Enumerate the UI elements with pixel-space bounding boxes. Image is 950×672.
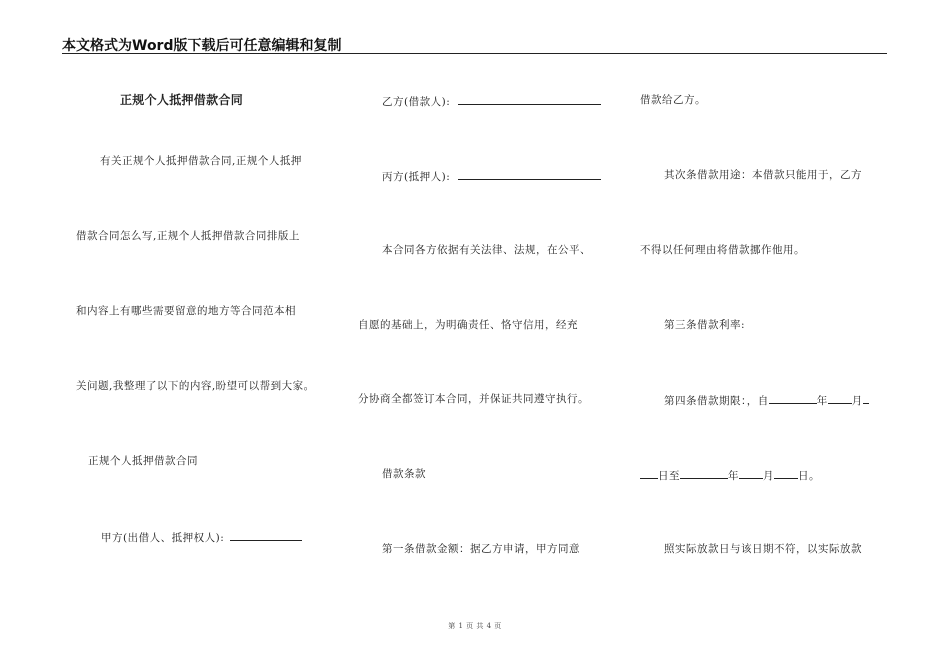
intro-line-3: 和内容上有哪些需要留意的地方等合同范本相 bbox=[76, 305, 296, 317]
end-month-blank bbox=[739, 467, 763, 479]
start-day-blank bbox=[863, 392, 869, 404]
col3-line-1: 借款给乙方。 bbox=[640, 94, 706, 106]
party-c-line bbox=[382, 168, 601, 184]
party-a-line bbox=[101, 529, 302, 545]
term-end-line bbox=[640, 467, 820, 483]
start-month-blank bbox=[828, 392, 852, 404]
end-day-prefix-blank bbox=[640, 467, 658, 479]
intro-line-2: 借款合同怎么写,正规个人抵押借款合同排版上 bbox=[76, 230, 300, 242]
body-line-3: 分协商全都签订本合同，并保证共同遵守执行。 bbox=[358, 393, 589, 405]
start-year-blank bbox=[769, 392, 817, 404]
year-label: 年 bbox=[816, 395, 828, 407]
header-divider bbox=[62, 53, 887, 54]
body-line-1: 本合同各方依据有关法律、法规，在公平、 bbox=[382, 244, 591, 256]
article-4-label: 第四条借款期限：，自 bbox=[664, 395, 769, 407]
article-2-line: 其次条借款用途：本借款只能用于，乙方 bbox=[664, 169, 862, 181]
page-number-footer: 第 1 页 共 4 页 bbox=[448, 622, 502, 630]
party-a-label: 甲方(出借人、抵押权人): bbox=[101, 532, 225, 544]
article-4-line bbox=[664, 392, 869, 408]
party-b-line bbox=[382, 93, 601, 109]
document-header-title: 本文格式为Word版下载后可任意编辑和复制 bbox=[62, 38, 342, 54]
party-b-blank bbox=[458, 93, 601, 105]
body-line-2: 自愿的基础上，为明确责任、恪守信用，经充 bbox=[358, 319, 578, 331]
party-c-blank bbox=[458, 168, 601, 180]
end-day-blank bbox=[774, 467, 798, 479]
party-a-blank bbox=[230, 529, 302, 541]
party-c-label: 丙方(抵押人): bbox=[382, 171, 451, 183]
intro-line-1: 有关正规个人抵押借款合同,正规个人抵押 bbox=[100, 155, 302, 167]
intro-line-4: 关问题,我整理了以下的内容,盼望可以帮到大家。 bbox=[76, 380, 315, 392]
col3-line-3: 不得以任何理由将借款挪作他用。 bbox=[640, 244, 805, 256]
day-label: 日。 bbox=[798, 470, 820, 482]
end-year-blank bbox=[680, 467, 728, 479]
article-3-line: 第三条借款利率: bbox=[664, 319, 746, 331]
month-label: 月 bbox=[851, 395, 863, 407]
month-label-2: 月 bbox=[763, 470, 774, 482]
year-label-2: 年 bbox=[728, 470, 739, 482]
until-label: 日至 bbox=[658, 470, 680, 482]
contract-title: 正规个人抵押借款合同 bbox=[120, 93, 244, 107]
article-1-line: 第一条借款金额：据乙方申请，甲方同意 bbox=[382, 543, 580, 555]
section-heading-loan-terms: 借款条款 bbox=[382, 468, 426, 480]
party-b-label: 乙方(借款人): bbox=[382, 96, 451, 108]
contract-subtitle: 正规个人抵押借款合同 bbox=[88, 455, 198, 467]
col3-line-7: 照实际放款日与该日期不符，以实际放款 bbox=[664, 543, 862, 555]
